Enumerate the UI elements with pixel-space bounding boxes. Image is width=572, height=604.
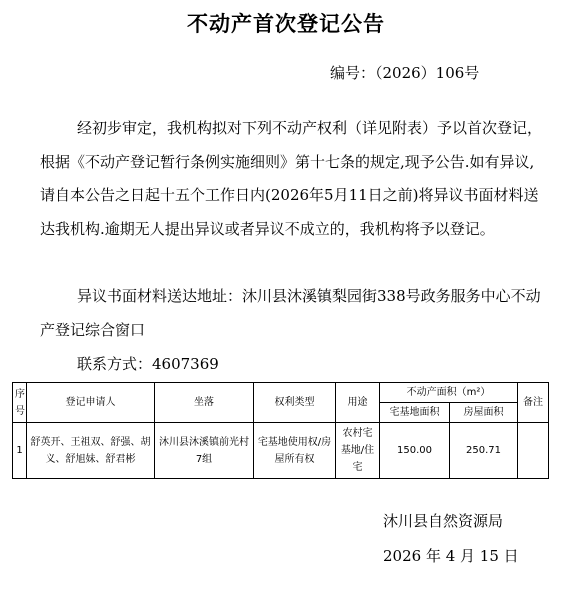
cell-right-type: 宅基地使用权/房屋所有权	[254, 423, 336, 479]
header-seq: 序号	[13, 383, 27, 423]
cell-remark	[518, 423, 549, 479]
notice-paragraph-main: 经初步审定，我机构拟对下列不动产权利（详见附表）予以首次登记，根据《不动产登记暂行条例实施细则》第十七条的规定,现予公告.如有异议,请自本公告之日起十五个工作日内(2026年5月11日之前)将异议书面材料送达我机构.逾期无人提出异议或者异议不成立的，我机构将予以登记。	[40, 119, 543, 238]
header-area-group: 不动产面积（m²）	[380, 383, 518, 403]
cell-usage: 农村宅基地/住宅	[336, 423, 380, 479]
cell-seq: 1	[13, 423, 27, 479]
contact-info: 联系方式：4607369	[77, 355, 219, 373]
header-right-type: 权利类型	[254, 383, 336, 423]
header-house-area: 房屋面积	[450, 403, 518, 423]
cell-land-area: 150.00	[380, 423, 450, 479]
cell-house-area: 250.71	[450, 423, 518, 479]
cell-location: 沐川县沐溪镇前光村7组	[155, 423, 254, 479]
table-row	[13, 423, 549, 479]
notice-title: 不动产首次登记公告	[187, 12, 385, 36]
notice-paragraph-address: 异议书面材料送达地址：沐川县沐溪镇梨园街338号政务服务中心不动产登记综合窗口	[40, 287, 541, 339]
header-applicant: 登记申请人	[27, 383, 155, 423]
header-remark: 备注	[518, 383, 549, 423]
issuing-authority: 沐川县自然资源局	[383, 512, 504, 530]
header-usage: 用途	[336, 383, 380, 423]
table-header-row	[13, 383, 549, 403]
header-location: 坐落	[155, 383, 254, 423]
header-land-area: 宅基地面积	[380, 403, 450, 423]
document-number: 编号：（2026）106号	[330, 64, 480, 82]
cell-applicant: 舒英开、王祖双、舒强、胡义、舒旭妹、舒君彬	[27, 423, 155, 479]
registration-table	[12, 382, 549, 479]
issue-date: 2026 年 4 月 15 日	[383, 547, 519, 565]
